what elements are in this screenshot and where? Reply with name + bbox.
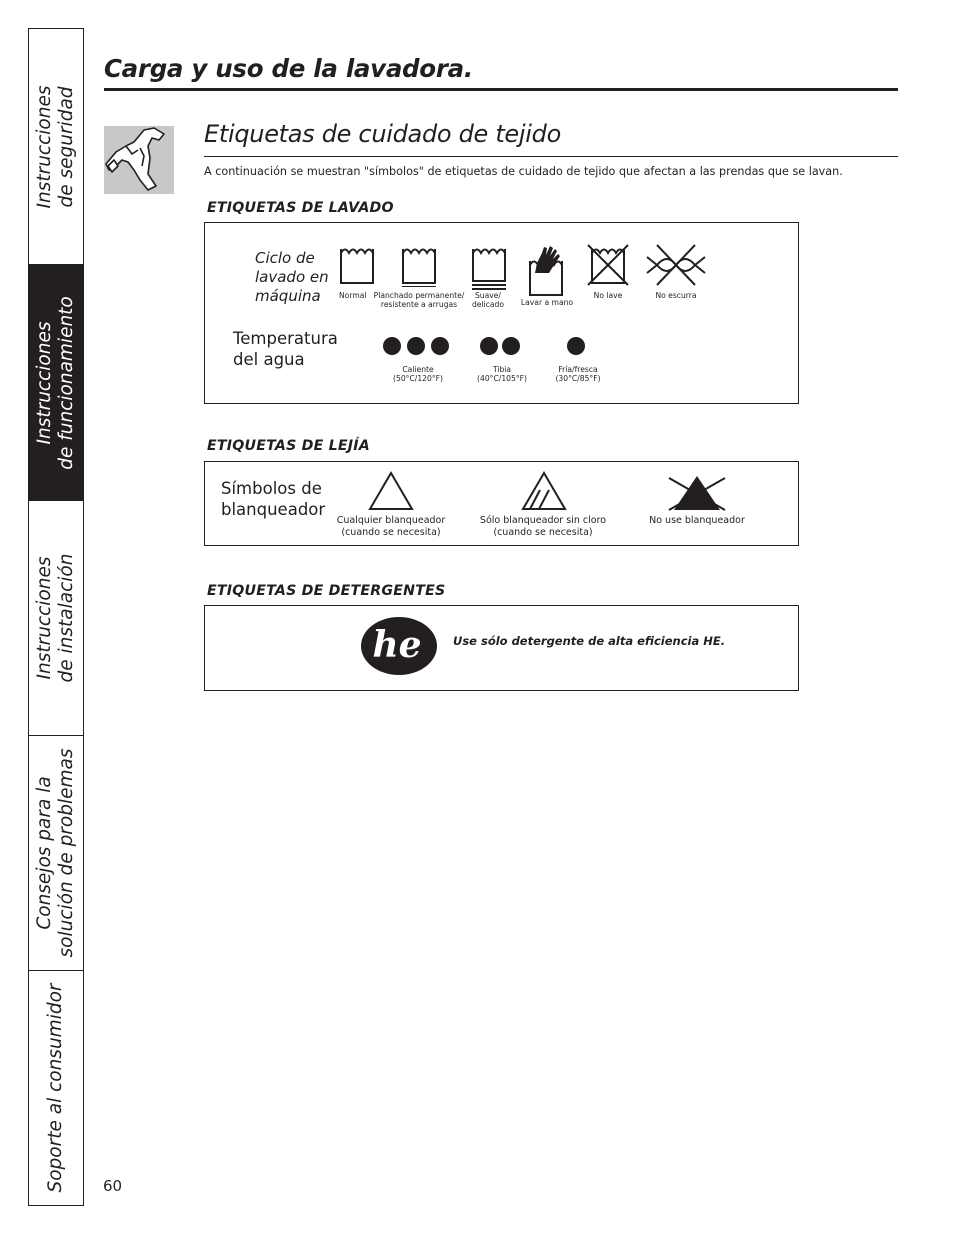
tab-label-line1: Instrucciones xyxy=(34,321,55,444)
water-temperature-label xyxy=(233,328,338,370)
any-bleach-label xyxy=(331,515,451,538)
page-title: Carga y uso de la lavadora. xyxy=(104,54,473,83)
hot-temperature-label xyxy=(385,365,451,383)
temperature-dot xyxy=(567,337,585,355)
label-line: (30°C/85°F) xyxy=(555,374,601,383)
tab-label-line1: Soporte al consumidor xyxy=(45,983,66,1193)
label-line: Temperatura xyxy=(233,329,338,348)
tab-troubleshooting-tips[interactable] xyxy=(29,736,83,971)
temperature-dot xyxy=(502,337,520,355)
label-line: (40°C/105°F) xyxy=(477,374,527,383)
title-rule xyxy=(104,88,898,91)
do-not-wring-label: No escurra xyxy=(655,291,697,300)
do-not-bleach-label: No use blanqueador xyxy=(649,515,745,526)
wash-normal-icon xyxy=(338,241,376,287)
temperature-dot xyxy=(480,337,498,355)
garment-icon xyxy=(104,126,174,194)
non-chlorine-bleach-label xyxy=(469,515,617,538)
do-not-bleach-icon xyxy=(665,472,729,512)
wash-normal-label: Normal xyxy=(339,291,367,300)
detergent-labels-heading: ETIQUETAS DE DETERGENTES xyxy=(207,583,446,599)
label-line: Suave/ xyxy=(474,291,501,300)
label-line: Sólo blanqueador sin cloro xyxy=(479,515,607,526)
label-line: delicado xyxy=(471,300,504,309)
tab-label-line2: de instalación xyxy=(56,553,77,683)
tab-label-line1: Instrucciones xyxy=(34,556,55,680)
bleach-symbols-label xyxy=(221,478,325,520)
hand-wash-icon xyxy=(527,243,565,297)
wash-labels-box xyxy=(204,222,799,404)
section-title: Etiquetas de cuidado de tejido xyxy=(204,120,561,148)
label-line: Cualquier blanqueador xyxy=(336,515,446,526)
label-line: Tibia xyxy=(492,365,512,374)
he-detergent-text: Use sólo detergente de alta eficiencia HE. xyxy=(453,634,726,648)
wash-permanent-press-icon xyxy=(400,241,438,287)
label-line: Caliente xyxy=(402,365,434,374)
tab-operating-instructions[interactable] xyxy=(29,265,83,501)
wash-permanent-press-label xyxy=(369,291,469,309)
temperature-dot xyxy=(407,337,425,355)
label-line: del agua xyxy=(233,350,305,369)
bleach-labels-heading: ETIQUETAS DE LEJÍA xyxy=(207,438,370,454)
label-line: resistente a arrugas xyxy=(380,300,458,309)
non-chlorine-bleach-icon xyxy=(520,470,568,512)
do-not-wring-icon xyxy=(645,241,707,287)
he-logo-icon xyxy=(357,615,443,677)
label-line: (cuando se necesita) xyxy=(493,526,593,538)
page-number: 60 xyxy=(103,1177,123,1195)
tab-label-line2: de funcionamiento xyxy=(56,295,77,470)
detergent-labels-box xyxy=(204,605,799,691)
label-line: Planchado permanente/ xyxy=(373,291,465,300)
do-not-wash-label: No lave xyxy=(593,291,623,300)
label-line: (cuando se necesita) xyxy=(341,526,441,538)
temperature-dot xyxy=(431,337,449,355)
tab-label-line2: solución de problemas xyxy=(56,748,77,958)
tab-label-line2: de seguridad xyxy=(56,85,77,208)
tab-consumer-support[interactable] xyxy=(29,971,83,1205)
tab-label-line1: Instrucciones xyxy=(34,85,55,208)
any-bleach-icon xyxy=(367,470,415,512)
label-line: (50°C/120°F) xyxy=(393,374,443,383)
tab-label-line1: Consejos para la xyxy=(34,776,55,930)
machine-cycle-label xyxy=(255,249,329,306)
label-line: lavado en xyxy=(255,268,329,286)
label-line: blanqueador xyxy=(221,500,326,519)
hand-wash-label: Lavar a mano xyxy=(520,298,574,307)
wash-delicate-icon xyxy=(470,241,508,291)
tab-safety-instructions[interactable] xyxy=(29,29,83,265)
label-line: Símbolos de xyxy=(221,479,322,498)
label-line: Ciclo de xyxy=(255,249,315,267)
wash-labels-heading: ETIQUETAS DE LAVADO xyxy=(207,200,394,216)
wash-delicate-label xyxy=(467,291,509,309)
temperature-dot xyxy=(383,337,401,355)
warm-temperature-label xyxy=(469,365,535,383)
bleach-labels-box xyxy=(204,461,799,546)
cold-temperature-label xyxy=(545,365,611,383)
section-tabs-sidebar xyxy=(28,28,84,1206)
tab-installation-instructions[interactable] xyxy=(29,501,83,736)
do-not-wash-icon xyxy=(587,241,629,287)
section-rule xyxy=(204,156,898,157)
label-line: máquina xyxy=(255,287,321,305)
label-line: Fría/fresca xyxy=(558,365,598,374)
intro-text: A continuación se muestran "símbolos" de etiquetas de cuidado de tejido que afectan a las prendas que se lavan. xyxy=(204,165,843,178)
he-logo-text: he xyxy=(372,624,422,666)
